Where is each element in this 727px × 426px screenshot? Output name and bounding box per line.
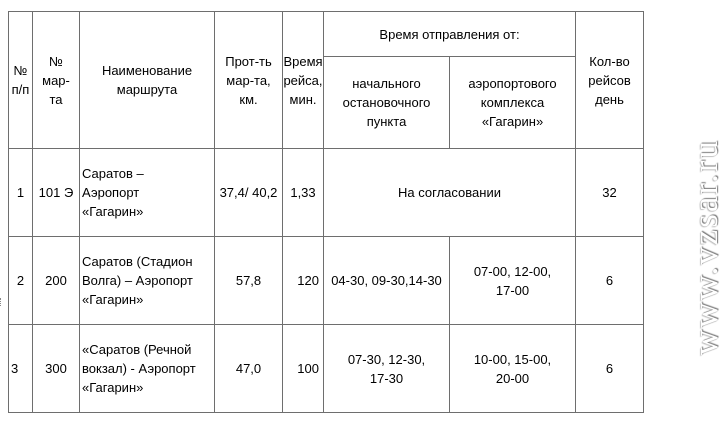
header-dep-start bbox=[324, 57, 450, 149]
table-row bbox=[9, 325, 644, 413]
header-num-text: № п/п bbox=[11, 63, 30, 97]
cell-dep-start: 04-30, 09-30,14-30 bbox=[324, 237, 450, 325]
cell-dep-airport bbox=[450, 325, 576, 413]
header-length-text: Прот-ть мар-та, км. bbox=[225, 53, 272, 107]
header-dep-airport bbox=[450, 57, 576, 149]
header-route-no-text: № мар- та bbox=[42, 53, 70, 107]
header-departure-group-text: Время отправления от: bbox=[379, 26, 520, 42]
header-route-no bbox=[33, 12, 80, 149]
cell-trips: 6 bbox=[576, 237, 644, 325]
header-trips bbox=[576, 12, 644, 149]
cell-name bbox=[80, 237, 215, 325]
cell-trips: 32 bbox=[576, 149, 644, 237]
cell-name bbox=[80, 325, 215, 413]
cell-num: 2 bbox=[9, 237, 33, 325]
cell-dep-start bbox=[324, 325, 450, 413]
cell-trips: 6 bbox=[576, 325, 644, 413]
header-dep-airport-text: аэропортового комплекса «Гагарин» bbox=[468, 76, 557, 129]
cell-length: 47,0 bbox=[215, 325, 283, 413]
cell-dep-start-text: 07-30, 12-30, 17-30 bbox=[347, 351, 426, 386]
cell-dep-airport-text: 07-00, 12-00, 17-00 bbox=[473, 263, 552, 298]
header-trip-time-text: Время рейса, мин. bbox=[283, 53, 323, 107]
cell-num: 1 bbox=[9, 149, 33, 237]
edge-marker bbox=[0, 298, 3, 306]
cell-departure-merged: На согласовании bbox=[324, 149, 576, 237]
cell-length: 37,4/ 40,2 bbox=[215, 149, 283, 237]
table-row bbox=[9, 237, 644, 325]
cell-name bbox=[80, 149, 215, 237]
header-trips-text: Кол-во рейсов день bbox=[588, 53, 631, 107]
watermark bbox=[686, 82, 726, 412]
header-row bbox=[9, 12, 644, 57]
cell-num: 3 bbox=[9, 325, 33, 413]
cell-route-no: 101 Э bbox=[33, 149, 80, 237]
header-name-text: Наименование маршрута bbox=[101, 63, 193, 97]
cell-dep-airport-text: 10-00, 15-00, 20-00 bbox=[473, 351, 552, 386]
header-dep-start-text: начального остановочного пункта bbox=[342, 76, 431, 129]
cell-trip-time: 120 bbox=[283, 237, 324, 325]
header-num bbox=[9, 12, 33, 149]
header-name bbox=[80, 12, 215, 149]
cell-name-text: «Саратов (Речной вокзал) - Аэропорт «Гагарин» bbox=[82, 342, 196, 395]
cell-route-no: 300 bbox=[33, 325, 80, 413]
cell-trip-time: 1,33 bbox=[283, 149, 324, 237]
cell-name-text: Саратов – Аэропорт «Гагарин» bbox=[82, 166, 144, 219]
cell-route-no: 200 bbox=[33, 237, 80, 325]
header-departure-group bbox=[324, 12, 576, 57]
watermark-text: www.vzsar.ru bbox=[686, 138, 725, 356]
cell-dep-airport bbox=[450, 237, 576, 325]
cell-length: 57,8 bbox=[215, 237, 283, 325]
table-row bbox=[9, 149, 644, 237]
header-length bbox=[215, 12, 283, 149]
cell-name-text: Саратов (Стадион Волга) – Аэропорт «Гагарин» bbox=[82, 254, 193, 307]
routes-table bbox=[8, 11, 644, 413]
cell-trip-time: 100 bbox=[283, 325, 324, 413]
header-trip-time bbox=[283, 12, 324, 149]
